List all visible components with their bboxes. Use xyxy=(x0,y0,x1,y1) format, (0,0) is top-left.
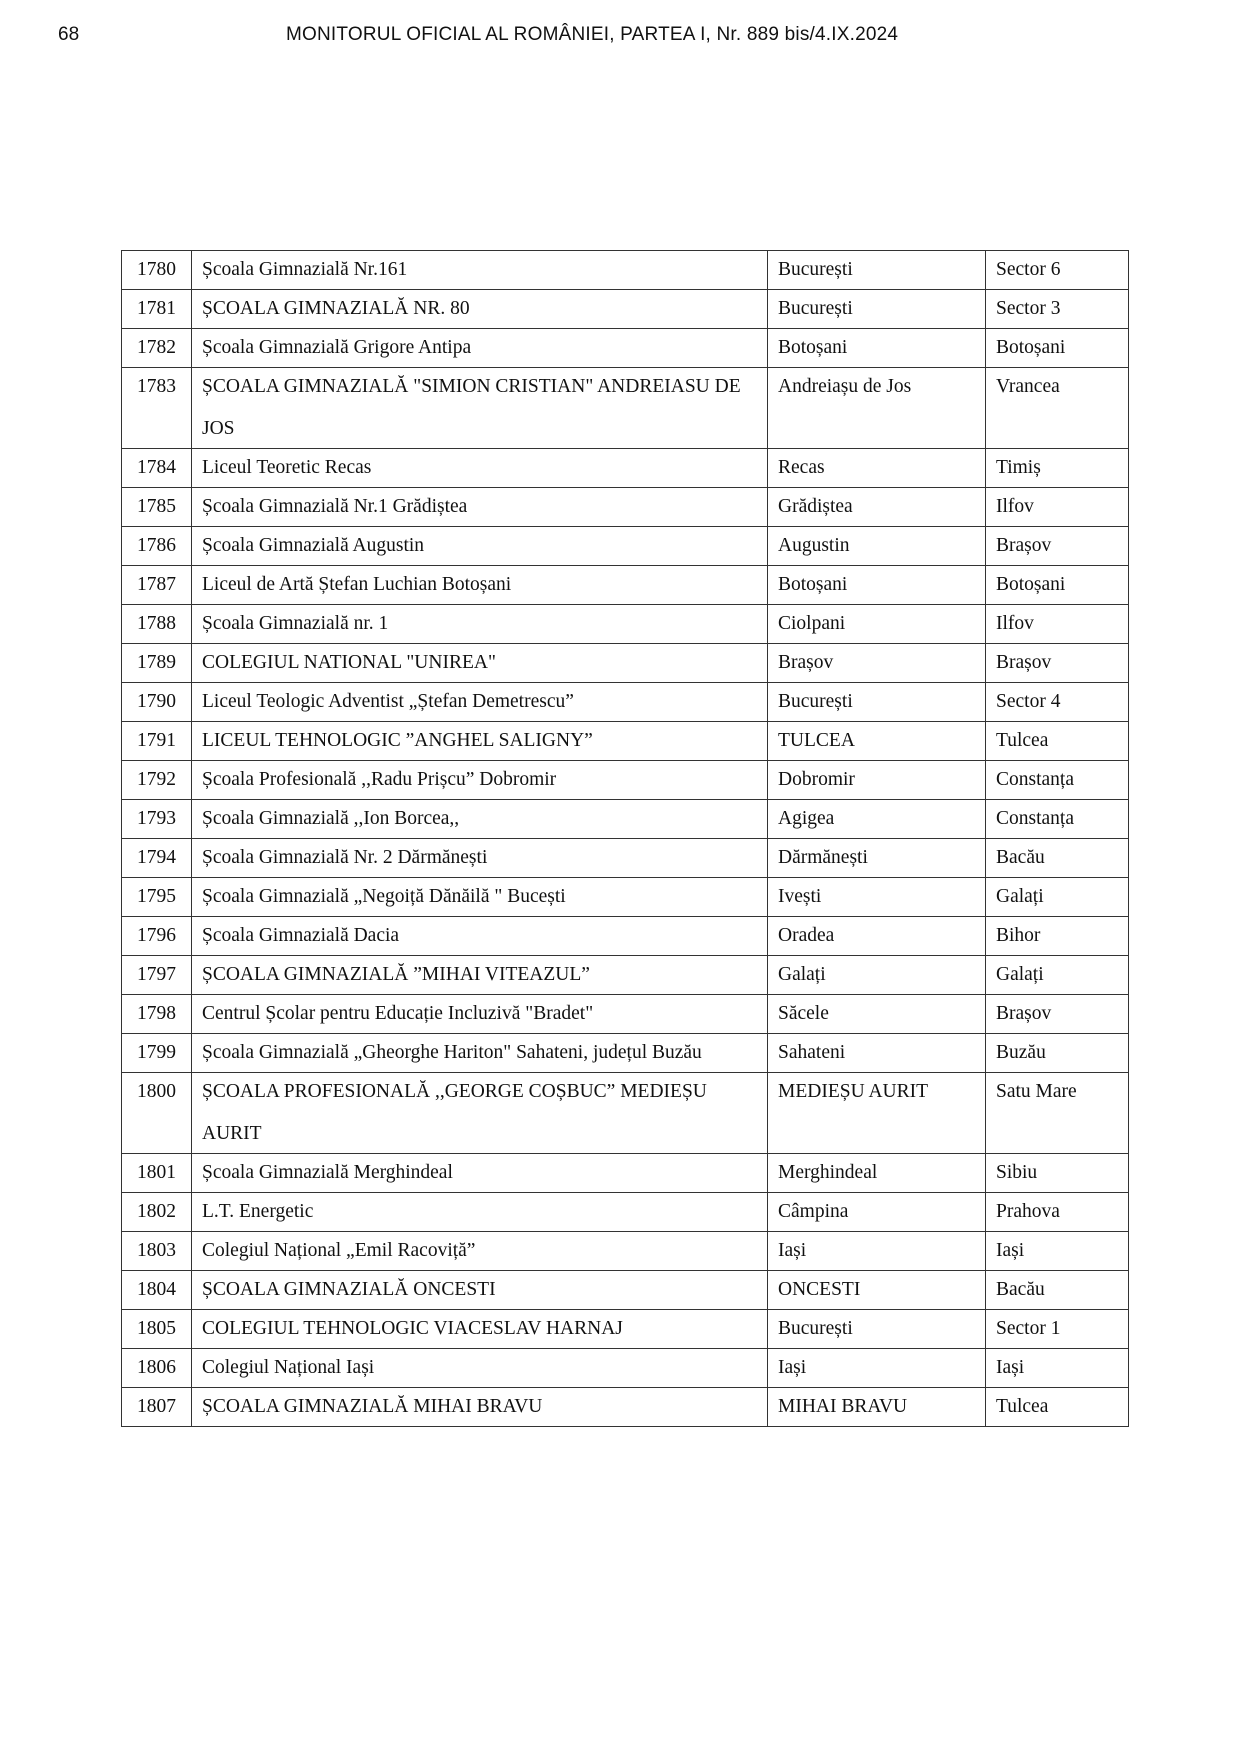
row-number-cell xyxy=(122,1073,192,1154)
county: Bihor xyxy=(996,925,1041,946)
row-number: 1798 xyxy=(137,1003,176,1024)
table-row xyxy=(122,878,1129,917)
county: Bacău xyxy=(996,847,1045,868)
row-number-cell xyxy=(122,1193,192,1232)
table-row xyxy=(122,566,1129,605)
school-name-cell xyxy=(192,251,768,290)
row-number: 1788 xyxy=(137,613,176,634)
county-cell xyxy=(986,956,1129,995)
school-name-cell xyxy=(192,1310,768,1349)
row-number: 1787 xyxy=(137,574,176,595)
school-name-cell xyxy=(192,644,768,683)
locality: Iași xyxy=(778,1240,807,1261)
row-number-cell xyxy=(122,251,192,290)
locality-cell xyxy=(768,917,986,956)
school-name-cell xyxy=(192,605,768,644)
page-header xyxy=(0,22,1240,52)
row-number-cell xyxy=(122,722,192,761)
locality-cell xyxy=(768,800,986,839)
row-number: 1805 xyxy=(137,1318,176,1339)
school-name-cell xyxy=(192,449,768,488)
school-name-cell xyxy=(192,1271,768,1310)
locality: Merghindeal xyxy=(778,1162,878,1183)
locality-cell xyxy=(768,1232,986,1271)
school-name-cell xyxy=(192,329,768,368)
county-cell xyxy=(986,644,1129,683)
table-row xyxy=(122,251,1129,290)
county: Botoșani xyxy=(996,337,1066,358)
school-name-cell xyxy=(192,956,768,995)
row-number: 1794 xyxy=(137,847,176,868)
locality: Galați xyxy=(778,964,826,985)
school-name-cell xyxy=(192,290,768,329)
locality: Dărmănești xyxy=(778,847,868,868)
school-name: Școala Gimnazială Dacia xyxy=(202,925,400,946)
school-name: Școala Gimnazială „Gheorghe Hariton" Sahateni, județul Buzău xyxy=(202,1042,702,1063)
county: Tulcea xyxy=(996,1396,1049,1417)
page-number: 68 xyxy=(58,24,80,45)
locality: Câmpina xyxy=(778,1201,849,1222)
county-cell xyxy=(986,1388,1129,1427)
county: Sector 4 xyxy=(996,691,1061,712)
row-number-cell xyxy=(122,1310,192,1349)
row-number: 1783 xyxy=(137,376,176,397)
county-cell xyxy=(986,368,1129,449)
row-number: 1781 xyxy=(137,298,176,319)
school-name: Colegiul Național Iași xyxy=(202,1357,375,1378)
locality-cell xyxy=(768,683,986,722)
locality-cell xyxy=(768,605,986,644)
locality-cell xyxy=(768,1154,986,1193)
row-number-cell xyxy=(122,290,192,329)
row-number: 1801 xyxy=(137,1162,176,1183)
locality-cell xyxy=(768,1193,986,1232)
locality: ONCESTI xyxy=(778,1279,861,1300)
row-number: 1786 xyxy=(137,535,176,556)
table-row xyxy=(122,1349,1129,1388)
table-row xyxy=(122,917,1129,956)
row-number: 1803 xyxy=(137,1240,176,1261)
locality: Dobromir xyxy=(778,769,855,790)
county: Sector 6 xyxy=(996,259,1061,280)
school-name-cell xyxy=(192,1154,768,1193)
row-number-cell xyxy=(122,449,192,488)
county: Tulcea xyxy=(996,730,1049,751)
school-name-cell xyxy=(192,839,768,878)
table-row xyxy=(122,1310,1129,1349)
school-name: Școala Gimnazială Augustin xyxy=(202,535,425,556)
row-number: 1802 xyxy=(137,1201,176,1222)
locality-cell xyxy=(768,449,986,488)
locality: Oradea xyxy=(778,925,835,946)
table-row xyxy=(122,995,1129,1034)
school-name: COLEGIUL TEHNOLOGIC VIACESLAV HARNAJ xyxy=(202,1318,623,1339)
county: Timiș xyxy=(996,457,1041,478)
school-name-cell xyxy=(192,722,768,761)
locality: Andreiașu de Jos xyxy=(778,376,912,397)
row-number: 1795 xyxy=(137,886,176,907)
locality: București xyxy=(778,298,853,319)
locality-cell xyxy=(768,290,986,329)
table-row xyxy=(122,1271,1129,1310)
locality-cell xyxy=(768,368,986,449)
county-cell xyxy=(986,527,1129,566)
county: Iași xyxy=(996,1240,1025,1261)
county-cell xyxy=(986,1154,1129,1193)
county: Constanța xyxy=(996,808,1074,829)
locality-cell xyxy=(768,761,986,800)
school-name-cell xyxy=(192,527,768,566)
locality-cell xyxy=(768,956,986,995)
table-row xyxy=(122,527,1129,566)
row-number-cell xyxy=(122,683,192,722)
locality: București xyxy=(778,259,853,280)
locality-cell xyxy=(768,566,986,605)
locality: Botoșani xyxy=(778,574,848,595)
county-cell xyxy=(986,566,1129,605)
locality: Iași xyxy=(778,1357,807,1378)
table-row xyxy=(122,488,1129,527)
school-name: Centrul Școlar pentru Educație Incluzivă "Bradet" xyxy=(202,1003,594,1024)
row-number-cell xyxy=(122,800,192,839)
locality: București xyxy=(778,691,853,712)
table-row xyxy=(122,956,1129,995)
county: Brașov xyxy=(996,652,1052,673)
locality-cell xyxy=(768,527,986,566)
school-name: LICEUL TEHNOLOGIC ”ANGHEL SALIGNY” xyxy=(202,730,593,751)
locality-cell xyxy=(768,1349,986,1388)
school-name-cell xyxy=(192,566,768,605)
row-number-cell xyxy=(122,956,192,995)
county: Ilfov xyxy=(996,496,1034,517)
row-number-cell xyxy=(122,878,192,917)
school-name-cell xyxy=(192,1193,768,1232)
table-row xyxy=(122,1232,1129,1271)
locality-cell xyxy=(768,251,986,290)
county-cell xyxy=(986,1232,1129,1271)
row-number: 1797 xyxy=(137,964,176,985)
locality: Grădiștea xyxy=(778,496,853,517)
school-name-cell xyxy=(192,1349,768,1388)
county-cell xyxy=(986,1034,1129,1073)
school-name-cell xyxy=(192,683,768,722)
locality-cell xyxy=(768,1034,986,1073)
school-name: Liceul Teoretic Recas xyxy=(202,457,372,478)
county-cell xyxy=(986,878,1129,917)
locality-cell xyxy=(768,1388,986,1427)
row-number: 1807 xyxy=(137,1396,176,1417)
locality: TULCEA xyxy=(778,730,855,751)
county-cell xyxy=(986,1310,1129,1349)
locality-cell xyxy=(768,1271,986,1310)
locality-cell xyxy=(768,722,986,761)
school-name: Școala Gimnazială Nr.161 xyxy=(202,259,408,280)
table-row xyxy=(122,368,1129,449)
county: Brașov xyxy=(996,535,1052,556)
table-row xyxy=(122,290,1129,329)
county: Satu Mare xyxy=(996,1081,1077,1102)
locality: MEDIEȘU AURIT xyxy=(778,1081,929,1102)
county: Sector 1 xyxy=(996,1318,1061,1339)
row-number-cell xyxy=(122,839,192,878)
locality: MIHAI BRAVU xyxy=(778,1396,908,1417)
county-cell xyxy=(986,995,1129,1034)
table-row xyxy=(122,449,1129,488)
county-cell xyxy=(986,1193,1129,1232)
county: Sibiu xyxy=(996,1162,1038,1183)
table-row xyxy=(122,329,1129,368)
locality: Augustin xyxy=(778,535,850,556)
table-row xyxy=(122,1193,1129,1232)
row-number-cell xyxy=(122,1232,192,1271)
schools-table xyxy=(121,250,1129,1427)
school-name: Școala Gimnazială Grigore Antipa xyxy=(202,337,472,358)
locality: Agigea xyxy=(778,808,835,829)
county-cell xyxy=(986,722,1129,761)
school-name: ȘCOALA GIMNAZIALĂ ONCESTI xyxy=(202,1279,496,1300)
locality: Brașov xyxy=(778,652,834,673)
county: Galați xyxy=(996,964,1044,985)
row-number-cell xyxy=(122,488,192,527)
row-number: 1806 xyxy=(137,1357,176,1378)
row-number: 1792 xyxy=(137,769,176,790)
county: Ilfov xyxy=(996,613,1034,634)
school-name: ȘCOALA GIMNAZIALĂ "SIMION CRISTIAN" ANDREIASU DE JOS xyxy=(202,376,741,439)
school-name: Colegiul Național „Emil Racoviță” xyxy=(202,1240,476,1261)
row-number-cell xyxy=(122,995,192,1034)
locality-cell xyxy=(768,488,986,527)
row-number-cell xyxy=(122,644,192,683)
locality-cell xyxy=(768,839,986,878)
school-name-cell xyxy=(192,368,768,449)
row-number: 1790 xyxy=(137,691,176,712)
row-number: 1791 xyxy=(137,730,176,751)
county-cell xyxy=(986,1073,1129,1154)
school-name: ȘCOALA GIMNAZIALĂ ”MIHAI VITEAZUL” xyxy=(202,964,590,985)
locality-cell xyxy=(768,1310,986,1349)
county-cell xyxy=(986,449,1129,488)
row-number-cell xyxy=(122,1388,192,1427)
table-row xyxy=(122,722,1129,761)
county-cell xyxy=(986,1349,1129,1388)
row-number: 1782 xyxy=(137,337,176,358)
school-name-cell xyxy=(192,1388,768,1427)
locality: Recas xyxy=(778,457,825,478)
county-cell xyxy=(986,329,1129,368)
locality: Botoșani xyxy=(778,337,848,358)
locality-cell xyxy=(768,1073,986,1154)
locality: Săcele xyxy=(778,1003,829,1024)
row-number-cell xyxy=(122,368,192,449)
row-number: 1789 xyxy=(137,652,176,673)
locality-cell xyxy=(768,329,986,368)
school-name-cell xyxy=(192,1034,768,1073)
school-name: Liceul Teologic Adventist „Ștefan Demetrescu” xyxy=(202,691,574,712)
county-cell xyxy=(986,917,1129,956)
county: Buzău xyxy=(996,1042,1046,1063)
county: Botoșani xyxy=(996,574,1066,595)
county-cell xyxy=(986,605,1129,644)
county: Vrancea xyxy=(996,376,1060,397)
county: Sector 3 xyxy=(996,298,1061,319)
row-number-cell xyxy=(122,566,192,605)
row-number-cell xyxy=(122,1271,192,1310)
school-name-cell xyxy=(192,761,768,800)
school-name: COLEGIUL NATIONAL "UNIREA" xyxy=(202,652,496,673)
county-cell xyxy=(986,761,1129,800)
row-number: 1800 xyxy=(137,1081,176,1102)
county-cell xyxy=(986,683,1129,722)
row-number: 1799 xyxy=(137,1042,176,1063)
journal-title: MONITORUL OFICIAL AL ROMÂNIEI, PARTEA I, Nr. 889 bis/4.IX.2024 xyxy=(286,24,899,45)
county: Galați xyxy=(996,886,1044,907)
table-row xyxy=(122,800,1129,839)
school-name-cell xyxy=(192,488,768,527)
school-name: Școala Gimnazială Nr.1 Grădiștea xyxy=(202,496,468,517)
row-number-cell xyxy=(122,1034,192,1073)
table-row xyxy=(122,761,1129,800)
row-number-cell xyxy=(122,527,192,566)
school-name-cell xyxy=(192,1232,768,1271)
school-name-cell xyxy=(192,1073,768,1154)
table-row xyxy=(122,644,1129,683)
county: Prahova xyxy=(996,1201,1060,1222)
locality: Ivești xyxy=(778,886,822,907)
county: Iași xyxy=(996,1357,1025,1378)
school-name: Școala Gimnazială ,,Ion Borcea,, xyxy=(202,808,460,829)
school-name: Școala Gimnazială Merghindeal xyxy=(202,1162,453,1183)
row-number: 1780 xyxy=(137,259,176,280)
locality: Sahateni xyxy=(778,1042,846,1063)
county-cell xyxy=(986,1271,1129,1310)
locality-cell xyxy=(768,995,986,1034)
school-name: Școala Profesională ,,Radu Prișcu” Dobromir xyxy=(202,769,557,790)
school-name: ȘCOALA GIMNAZIALĂ NR. 80 xyxy=(202,298,470,319)
county-cell xyxy=(986,839,1129,878)
school-name-cell xyxy=(192,878,768,917)
county-cell xyxy=(986,251,1129,290)
table-row xyxy=(122,839,1129,878)
row-number: 1785 xyxy=(137,496,176,517)
locality-cell xyxy=(768,644,986,683)
locality: București xyxy=(778,1318,853,1339)
school-name: Școala Gimnazială nr. 1 xyxy=(202,613,389,634)
row-number-cell xyxy=(122,917,192,956)
school-name-cell xyxy=(192,917,768,956)
county: Constanța xyxy=(996,769,1074,790)
school-name: ȘCOALA PROFESIONALĂ ,,GEORGE COȘBUC” MEDIEȘU AURIT xyxy=(202,1081,707,1144)
table-row xyxy=(122,1034,1129,1073)
school-name-cell xyxy=(192,800,768,839)
county: Brașov xyxy=(996,1003,1052,1024)
row-number-cell xyxy=(122,761,192,800)
schools-table-body xyxy=(122,251,1129,1427)
row-number: 1796 xyxy=(137,925,176,946)
table-row xyxy=(122,683,1129,722)
table-row xyxy=(122,605,1129,644)
row-number-cell xyxy=(122,1154,192,1193)
table-row xyxy=(122,1154,1129,1193)
school-name: Liceul de Artă Ștefan Luchian Botoșani xyxy=(202,574,512,595)
county: Bacău xyxy=(996,1279,1045,1300)
row-number: 1804 xyxy=(137,1279,176,1300)
school-name: L.T. Energetic xyxy=(202,1201,314,1222)
locality-cell xyxy=(768,878,986,917)
county-cell xyxy=(986,488,1129,527)
row-number-cell xyxy=(122,329,192,368)
school-name-cell xyxy=(192,995,768,1034)
row-number-cell xyxy=(122,1349,192,1388)
county-cell xyxy=(986,290,1129,329)
school-name: Școala Gimnazială Nr. 2 Dărmănești xyxy=(202,847,488,868)
row-number-cell xyxy=(122,605,192,644)
table-row xyxy=(122,1388,1129,1427)
locality: Ciolpani xyxy=(778,613,846,634)
school-name: ȘCOALA GIMNAZIALĂ MIHAI BRAVU xyxy=(202,1396,543,1417)
table-row xyxy=(122,1073,1129,1154)
county-cell xyxy=(986,800,1129,839)
row-number: 1793 xyxy=(137,808,176,829)
row-number: 1784 xyxy=(137,457,176,478)
school-name: Școala Gimnazială „Negoiță Dănăilă " Bucești xyxy=(202,886,566,907)
